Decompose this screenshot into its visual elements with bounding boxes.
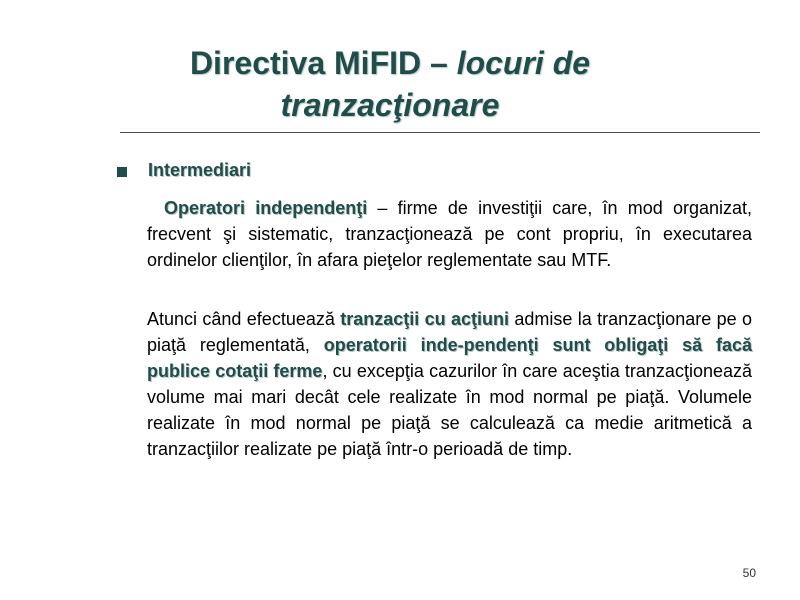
p2-emphasis-2: operatorii inde-pendenţi sunt obligaţi să facă publice cotaţii ferme bbox=[147, 335, 753, 381]
section-heading: Intermediari bbox=[148, 160, 252, 180]
title-main: Directiva MiFID – bbox=[189, 45, 457, 81]
term-operators: Operatori independenţi bbox=[164, 198, 368, 218]
p2-text-1: Atunci când efectuează bbox=[147, 309, 341, 329]
paragraph-operators bbox=[147, 195, 752, 273]
p2-text-3: , cu excepţia cazurilor în care aceştia tranzacţionează volume mai mari decât cele realizate în mod normal pe piaţă. Volumele realizate în mod normal pe piaţă se calculează ca medie aritmetică a tranzacţiilor realizate pe piaţă într-o perioadă de timp. bbox=[147, 361, 752, 459]
page-number: 50 bbox=[742, 566, 756, 580]
title-italic: locuri de tranzacţionare bbox=[280, 45, 591, 123]
slide-title bbox=[150, 42, 630, 126]
title-divider bbox=[120, 132, 760, 133]
paragraph-obligations bbox=[147, 306, 752, 462]
p2-text-2: admise la tranzacţionare pe o piaţă reglementată, bbox=[147, 309, 752, 355]
square-bullet-icon bbox=[117, 167, 127, 177]
paragraph-operators-text: – firme de investiţii care, în mod organizat, frecvent şi sistematic, tranzacţionează pe cont propriu, în executarea ordinelor clienţilor, în afara pieţelor reglementate sau MTF. bbox=[147, 198, 752, 270]
p2-emphasis-1: tranzacţii cu acţiuni bbox=[340, 309, 510, 329]
